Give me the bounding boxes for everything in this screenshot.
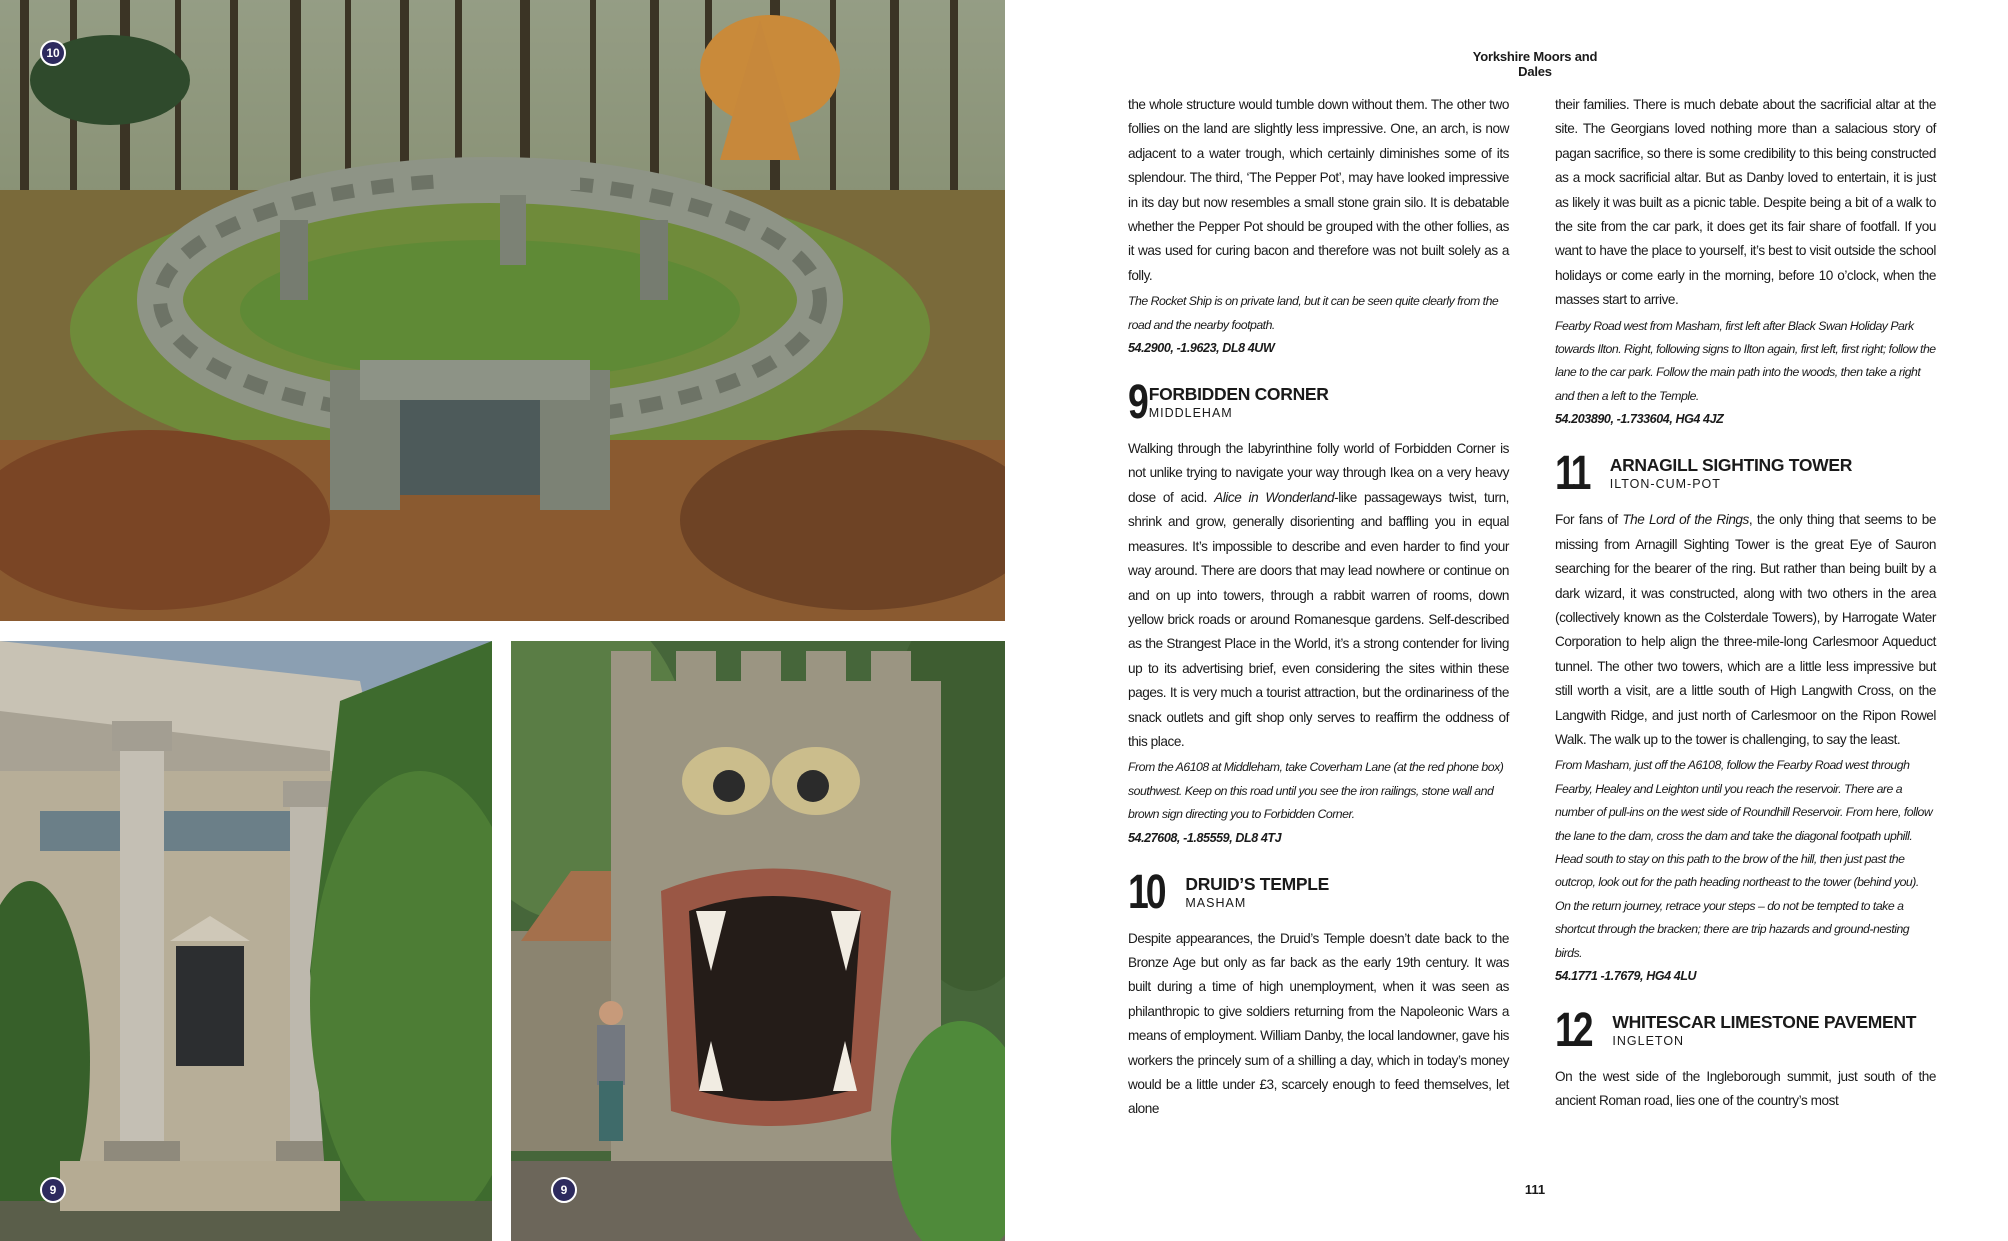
entry-number: 11: [1555, 447, 1589, 501]
text-column-right: [1555, 93, 1936, 1114]
entry-number: 12: [1555, 1004, 1591, 1057]
directions-note: The Rocket Ship is on private land, but it can be seen quite clearly from the road and the nearby footpath.: [1128, 294, 1499, 332]
body-paragraph: the whole structure would tumble down without them. The other two follies on the land are slightly less impressive. One, an arch, is now adjacent to a water trough, which certainly diminishes some of its splendour. The third, ‘The Pepper Pot’, may have looked impressive in its day but now resembles a small stone grain silo. It is debatable whether the Pepper Pot should be grouped with the other follies, as it was used for curing bacon and therefore was not built solely as a folly.: [1128, 97, 1509, 283]
entry-title: WHITESCAR LIMESTONE PAVEMENT: [1612, 1012, 1917, 1032]
photo-badge: 10: [40, 40, 66, 66]
entry-number: 9: [1128, 376, 1146, 430]
entry-heading-12: [1555, 1004, 1936, 1057]
body-paragraph: [1128, 437, 1509, 754]
entry-location: ILTON-CUM-POT: [1609, 477, 1721, 492]
running-head: Yorkshire Moors and Dales: [1472, 49, 1598, 79]
druids-temple-illustration: [0, 0, 1005, 621]
temple-portico-photo: [0, 641, 492, 1241]
body-paragraph: Despite appearances, the Druid’s Temple doesn’t date back to the Bronze Age but only as far back as the early 19th century. It was built during a time of high unemployment, when it was seen as philanthropic to give soldiers returning from the Napoleonic Wars a means of employment. William Danby, the local landowner, gave his workers the princely sum of a shilling a day, which in today’s money would be a little under £3, scarcely enough to feed themselves, let alone: [1128, 930, 1509, 1117]
forbidden-corner-illustration: [511, 641, 1005, 1241]
forbidden-corner-mouth-photo: [511, 641, 1005, 1241]
directions-note: From Masham, just off the A6108, follow the Fearby Road west through Fearby, Healey and Leighton until you reach the reservoir. There are a number of pull-ins on the west side of Roundhill Reservoir. From here, follow the lane to the dam, cross the dam and take the diagonal footpath uphill. Head south to stay on this path to the brow of the hill, then just past the outcrop, look out for the path heading northeast to the tower (behind you). On the return journey, retrace your steps – do not be tempted to take a shortcut through the bracken; there are trip hazards and ground-nesting birds.: [1555, 758, 1933, 960]
entry-location: MIDDLEHAM: [1148, 406, 1233, 421]
coordinates: 54.2900, -1.9623, DL8 4UW: [1128, 341, 1275, 356]
entry-heading-10: [1128, 865, 1509, 919]
page-number: 111: [1524, 1182, 1546, 1197]
body-paragraph: On the west side of the Ingleborough summit, just south of the ancient Roman road, lies one of the country’s most: [1555, 1069, 1936, 1109]
photo-badge: 9: [551, 1177, 577, 1203]
entry-location: INGLETON: [1612, 1034, 1685, 1048]
directions-note: From the A6108 at Middleham, take Coverham Lane (at the red phone box) southwest. Keep on this road until you see the iron railings, stone wall and brown sign directing you to Forbidden Corner.: [1128, 760, 1504, 822]
entry-location: MASHAM: [1185, 895, 1247, 910]
druids-temple-photo: [0, 0, 1005, 621]
coordinates: 54.1771 -1.7679, HG4 4LU: [1555, 969, 1697, 983]
body-paragraph: [1555, 508, 1936, 752]
text-run: -like passageways twist, turn, shrink and grow, generally disorienting and baffling you in equal measures. It’s impossible to describe and even harder to find your way around. There are doors that may lead nowhere or continue on and on up into towers, through a rabbit warren of rooms, down yellow brick roads or around Romanesque gardens. Self-described as the Strangest Place in the World, it’s a strong contender for living up to its advertising brief, even considering the sites within these pages. It is very much a tourist attraction, but the ordinariness of the snack outlets and gift shop only serves to reaffirm the oddness of this place.: [1128, 489, 1510, 749]
italic-title: The Lord of the Rings: [1622, 512, 1749, 528]
entry-heading-9: [1128, 376, 1509, 430]
entry-title: DRUID’S TEMPLE: [1185, 873, 1329, 894]
entry-number: 10: [1128, 865, 1164, 919]
entry-heading-11: [1555, 447, 1936, 501]
temple-portico-illustration: [0, 641, 492, 1241]
italic-title: Alice in Wonderland: [1214, 489, 1335, 505]
text-run: , the only thing that seems to be missing from Arnagill Sighting Tower is the great Eye of Sauron searching for the bearer of the ring. But rather than being built by a dark wizard, it was constructed, along with two others in the area (collectively known as the Colsterdale Towers), by Harrogate Water Corporation to help align the three-mile-long Carlesmoor Aqueduct tunnel. The other two towers, which are a little less impressive but still worth a visit, are a little south of High Langwith Cross, on the Langwith Ridge, and just north of Carlesmoor on the Ripon Rowel Walk. The walk up to the tower is challenging, to say the least.: [1555, 512, 1937, 747]
coordinates: 54.203890, -1.733604, HG4 4JZ: [1555, 412, 1724, 427]
entry-title: ARNAGILL SIGHTING TOWER: [1609, 455, 1853, 476]
coordinates: 54.27608, -1.85559, DL8 4TJ: [1128, 830, 1282, 845]
text-run: Walking through the labyrinthine folly world of Forbidden Corner is not unlike trying to navigate your way through Ikea on a very heavy dose of acid.: [1128, 441, 1509, 505]
body-paragraph: their families. There is much debate about the sacrificial altar at the site. The Georgians loved nothing more than a salacious story of pagan sacrifice, so there is some credibility to this being constructed as a mock sacrificial altar. But as Danby loved to entertain, it is just as likely it was built as a picnic table. Despite being a bit of a walk to the site from the car park, it does get its fair share of footfall. If you want to have the place to yourself, it’s best to visit outside the school holidays or come early in the morning, before 10 o’clock, when the masses start to arrive.: [1555, 97, 1936, 308]
directions-note: Fearby Road west from Masham, first left after Black Swan Holiday Park towards Ilton. Right, following signs to Ilton again, first left, first right; follow the lane to the car park. Follow the main path into the woods, then take a right and then a left to the Temple.: [1555, 318, 1936, 403]
text-run: For fans of: [1555, 512, 1618, 528]
photo-badge: 9: [40, 1177, 66, 1203]
text-column-left: [1128, 93, 1509, 1122]
entry-title: FORBIDDEN CORNER: [1148, 384, 1329, 405]
